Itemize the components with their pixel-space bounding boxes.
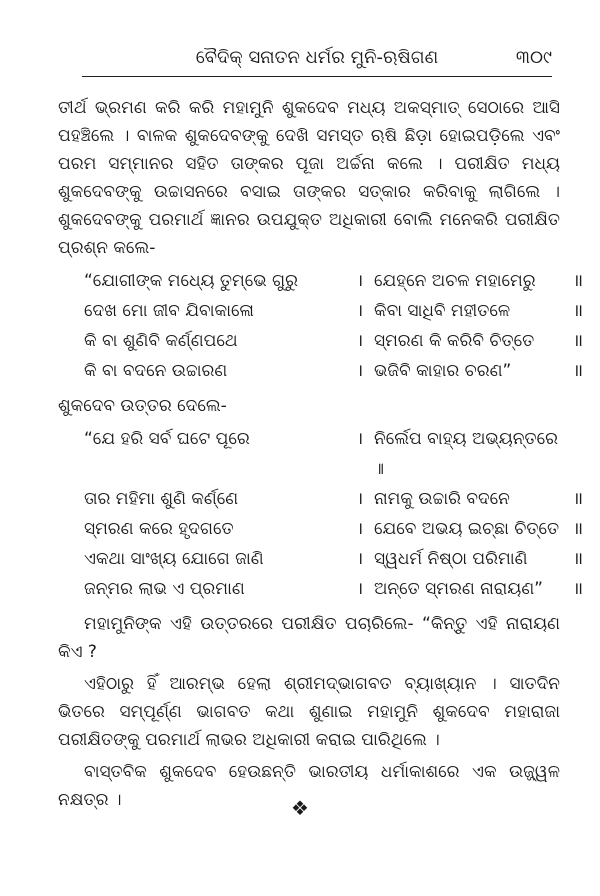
paragraph-bhagavata: ଏହିଠାରୁ ହିଁ ଆରମ୍ଭ ହେଲା ଶ୍ରୀମଦ୍‌ଭାଗବତ ବ୍ୟାଖ୍ୟାନ । ସାତଦିନ ଭିତରେ ସମ୍ପୂର୍ଣ୍ଣ ଭାଗବତ କଥା ଶୁଣାଇ ମହାମୁନି ଶୁକଦେବ ମହାରାଜା ପରୀକ୍ଷିତଙ୍କୁ ପରମାର୍ଥ ଲାଭର ଅଧିକାରୀ କରାଇ ପାରିଥିଲେ ।	[58, 674, 560, 750]
verse-end-mark: ॥	[572, 489, 584, 509]
verse-half-b: ଯେବେ ଅଭୟ ଇଚ୍ଛା ଚିତ୍ତେ	[374, 519, 560, 539]
verse-line	[84, 484, 584, 514]
verse-half-b: ଭଜିବି କାହାର ଚରଣ”	[374, 361, 512, 381]
verse-half-a: କି ବା ଶୁଣିବି କର୍ଣ୍ଣପଥେ	[84, 331, 238, 351]
verse-half-b: ଅନ୍ତେ ସ୍ମରଣ ନାରାୟଣ”	[374, 579, 543, 599]
running-header	[82, 46, 552, 77]
verse-end-mark: ॥	[572, 579, 584, 599]
paragraph-conclusion: ବାସ୍ତବିକ ଶୁକଦେବ ହେଉଛନ୍ତି ଭାରତୀୟ ଧର୍ମାକାଶରେ ଏକ ଉଜ୍ଜ୍ୱଳ ନକ୍ଷତ୍ର ।	[58, 762, 560, 810]
verse-half-a: “ଯେ ହରି ସର୍ବ ଘଟେ ପୂରେ	[84, 429, 250, 449]
verse-half-b: ଯେହ୍ନେ ଅଚଳ ମହାମେରୁ	[374, 271, 536, 291]
verse-half-b: ନିର୍ଲେପ ବାହ୍ୟ ଅଭ୍ୟନ୍ତରେ ॥	[374, 429, 559, 479]
reply-intro: ଶୁକଦେବ ଉତ୍ତର ଦେଲେ-	[58, 396, 227, 416]
verse-half-a: ଜନ୍ମର ଲାଭ ଏ ପ୍ରମାଣ	[84, 579, 245, 599]
verse-separator: ।	[356, 271, 364, 291]
verse-end-mark: ॥	[572, 271, 584, 291]
verse-separator: ।	[356, 549, 364, 569]
page-body	[58, 94, 584, 818]
verse-half-b: ସ୍ମରଣ କି କରିବି ଚିତ୍ତେ	[374, 331, 535, 351]
ornament-icon: ❖	[291, 796, 309, 820]
verse-half-a: ସ୍ମରଣ କରେ ହୃଦଗତେ	[84, 519, 234, 539]
paragraph-question: ମହାମୁନିଙ୍କ ଏହି ଉତ୍ତରରେ ପରୀକ୍ଷିତ ପଚାରିଲେ- “କିନ୍ତୁ ଏହି ନାରାୟଣ କିଏ ?	[58, 614, 560, 662]
verse-line	[84, 326, 584, 356]
verse-end-mark: ॥	[572, 331, 584, 351]
paragraph-intro: ତୀର୍ଥ ଭ୍ରମଣ କରି କରି ମହାମୁନି ଶୁକଦେବ ମଧ୍ୟ ଅକସ୍ମାତ୍ ସେଠାରେ ଆସି ପହଞ୍ଚିଲେ । ବାଳକ ଶୁକଦେବଙ୍କୁ ଦେଖି ସମସ୍ତ ଋଷି ଛିଡ଼ା ହୋଇପଡ଼ିଲେ ଏବଂ ପରମ ସମ୍ମାନର ସହିତ ତାଙ୍କର ପୂଜା ଅର୍ଚ୍ଚନା କଲେ । ପରୀକ୍ଷିତ ମଧ୍ୟ ଶୁକଦେବଙ୍କୁ ଉଚ୍ଚାସନରେ ବସାଇ ତାଙ୍କର ସତ୍କାର କରିବାକୁ ଲାଗିଲେ । ଶୁକଦେବଙ୍କୁ ପରମାର୍ଥ ଜ୍ଞାନର ଉପଯୁକ୍ତ ଅଧିକାରୀ ବୋଲି ମନେକରି ପରୀକ୍ଷିତ ପ୍ରଶ୍ନ କଲେ-	[58, 98, 560, 258]
verse-line	[84, 574, 584, 604]
verse-line	[84, 266, 584, 296]
verse-answer	[58, 424, 584, 604]
verse-separator: ।	[356, 301, 364, 321]
verse-end-mark: ॥	[572, 301, 584, 321]
verse-half-b: ନାମକୁ ଉଚ୍ଚାରି ବଦନେ	[374, 489, 510, 509]
verse-end-mark: ॥	[572, 519, 584, 539]
verse-line	[84, 356, 584, 386]
verse-question	[58, 266, 584, 386]
verse-half-a: ଏକଥା ସାଂଖ୍ୟ ଯୋଗେ ଜାଣି	[84, 549, 264, 569]
verse-half-a: “ଯୋଗୀଙ୍କ ମଧ୍ୟେ ତୁମ୍ଭେ ଗୁରୁ	[84, 271, 298, 291]
verse-line	[84, 296, 584, 326]
chapter-title: ବୈଦିକ୍ ସନାତନ ଧର୍ମର ମୁନି-ଋଷିଗଣ	[195, 47, 439, 68]
verse-separator: ।	[356, 331, 364, 351]
verse-separator: ।	[356, 519, 364, 539]
verse-end-mark	[564, 424, 592, 484]
verse-half-a: କି ବା ବଦନେ ଉଚ୍ଚାରଣ	[84, 361, 228, 381]
verse-half-a: ତାର ମହିମା ଶୁଣି କର୍ଣ୍ଣେ	[84, 489, 239, 509]
verse-half-b: କିବା ସାଧିବି ମହୀତଳେ	[374, 301, 511, 321]
verse-line	[84, 424, 560, 484]
verse-end-mark: ॥	[572, 549, 584, 569]
verse-half-b: ସ୍ୱଧର୍ମ ନିଷ୍ଠା ପରିମାଣି	[374, 549, 528, 569]
verse-end-mark: ॥	[572, 361, 584, 381]
verse-separator: ।	[356, 429, 364, 449]
verse-line	[84, 544, 584, 574]
page-number: ୩୦୯	[515, 47, 552, 68]
verse-half-a: ଦେଖ ମୋ ଜୀବ ଯିବାକାଳୋ	[84, 301, 254, 321]
verse-separator: ।	[356, 361, 364, 381]
verse-line	[84, 514, 584, 544]
verse-separator: ।	[356, 489, 364, 509]
verse-separator: ।	[356, 579, 364, 599]
